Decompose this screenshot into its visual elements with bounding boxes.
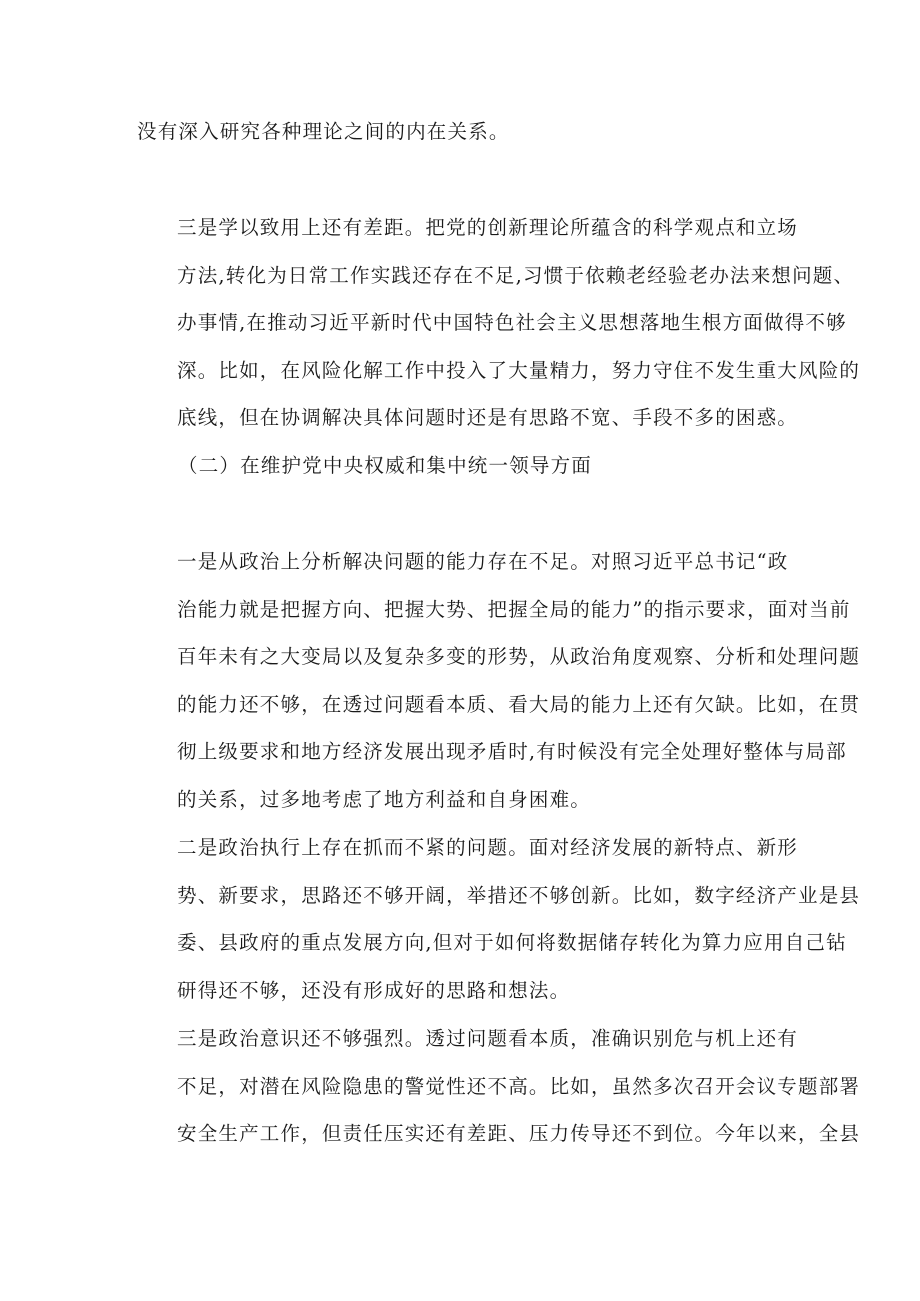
text-line: 三是政治意识还不够强烈。透过问题看本质，准确识别危与机上还有 — [177, 1027, 799, 1050]
text-line: 三是学以致用上还有差距。把党的创新理论所蕴含的科学观点和立场 — [177, 216, 799, 239]
text-line: 的关系，过多地考虑了地方利益和自身困难。 — [177, 787, 592, 811]
text-line: 底线，但在协调解决具体问题时还是有思路不宽、手段不多的困惑。 — [177, 406, 799, 429]
text-line: 没有深入研究各种理论之间的内在关系。 — [137, 120, 510, 143]
text-line: 方法,转化为日常工作实践还存在不足,习惯于依赖老经验老办法来想问题、 — [177, 263, 855, 287]
paragraph-political-analysis — [137, 538, 861, 823]
text-line: 的能力还不够，在透过问题看本质、看大局的能力上还有欠缺。比如，在贯 — [177, 692, 861, 716]
paragraph-continuation — [137, 108, 789, 156]
paragraph-political-execution — [137, 824, 861, 1014]
text-line: 不足，对潜在风险隐患的警觉性还不高。比如，虽然多次召开会议专题部署 — [177, 1074, 861, 1098]
text-line: 彻上级要求和地方经济发展出现矛盾时,有时候没有完全处理好整体与局部 — [177, 740, 847, 763]
text-line: 百年未有之大变局以及复杂多变的形势，从政治角度观察、分析和处理问题 — [177, 645, 861, 668]
paragraph-application-gap — [137, 204, 861, 442]
text-line: 一是从政治上分析解决问题的能力存在不足。对照习近平总书记“政 — [177, 550, 789, 573]
text-line: 势、新要求，思路还不够开阔，举措还不够创新。比如，数字经济产业是县 — [177, 883, 861, 907]
paragraph-political-awareness — [137, 1015, 861, 1158]
text-line: 深。比如，在风险化解工作中投入了大量精力，努力守住不发生重大风险的 — [177, 358, 861, 382]
section-heading — [178, 442, 592, 490]
text-line: 办事情,在推动习近平新时代中国特色社会主义思想落地生根方面做得不够 — [177, 311, 847, 334]
text-line: 委、县政府的重点发展方向,但对于如何将数据储存转化为算力应用自己钻 — [177, 931, 847, 954]
text-line: 研得还不够，还没有形成好的思路和想法。 — [177, 978, 571, 1002]
heading-text: （二）在维护党中央权威和集中统一领导方面 — [178, 454, 593, 477]
text-line: 安全生产工作，但责任压实还有差距、压力传导还不到位。今年以来，全县 — [177, 1122, 861, 1145]
text-line: 治能力就是把握方向、把握大势、把握全局的能力”的指示要求，面对当前 — [177, 597, 851, 621]
text-line: 二是政治执行上存在抓而不紧的问题。面对经济发展的新特点、新形 — [177, 836, 799, 859]
